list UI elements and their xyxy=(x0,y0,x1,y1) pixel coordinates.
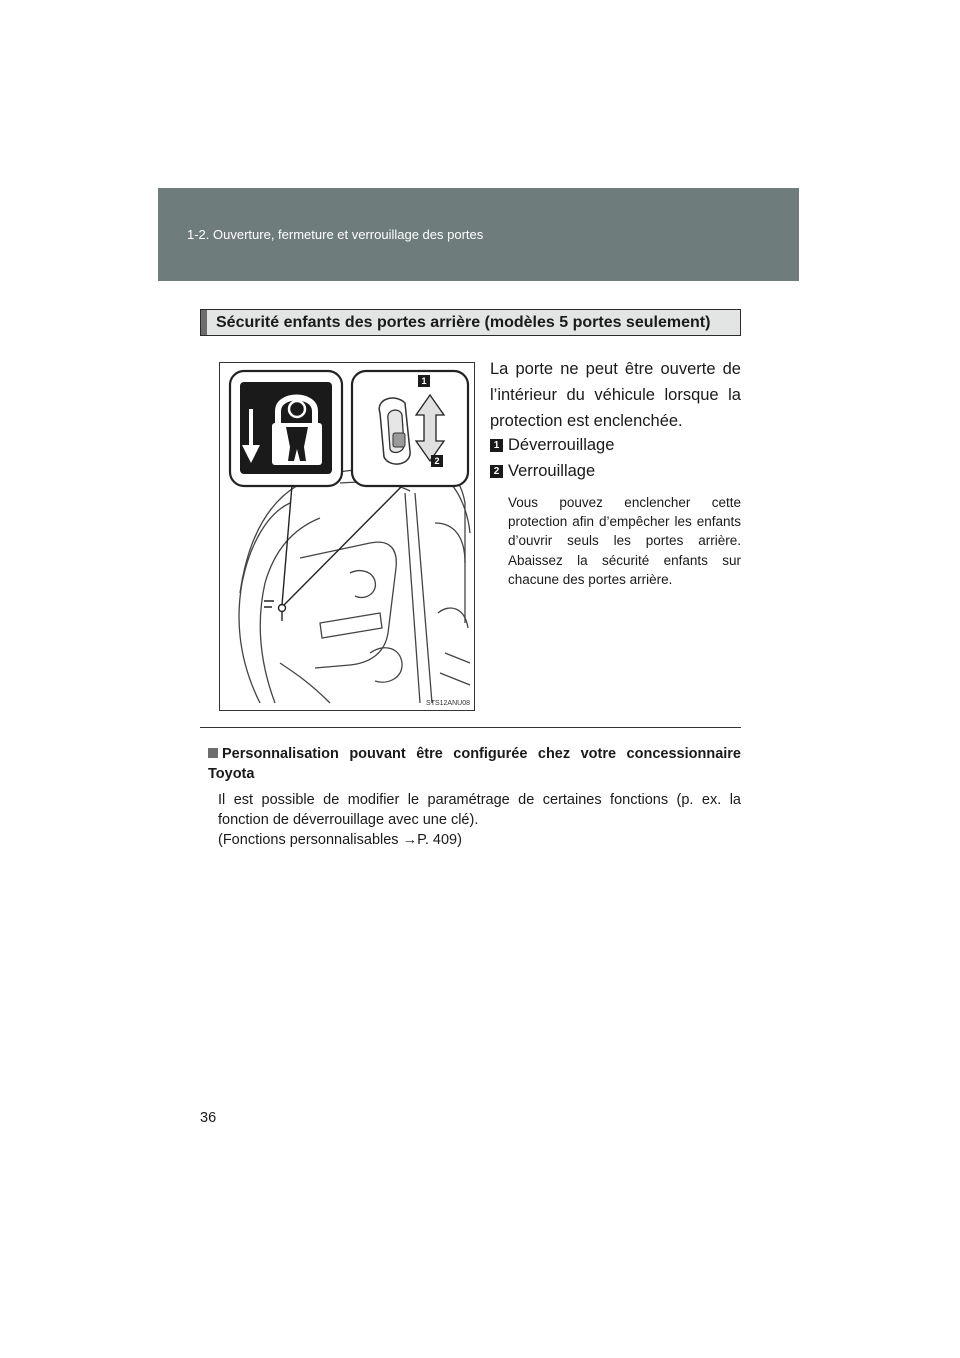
info-body-crossref: (Fonctions personnalisables →P. 409) xyxy=(218,832,462,848)
callout-2-label: 2 xyxy=(434,456,440,466)
step-label: Verrouillage xyxy=(508,462,596,480)
step-number-badge: 1 xyxy=(490,439,503,452)
info-body-line: Il est possible de modifier le paramétrage de certaines fonctions (p. ex. la fonction de déverrouillage avec une clé). xyxy=(218,792,741,828)
chapter-title: 1-2. Ouverture, fermeture et verrouillage des portes xyxy=(187,227,484,242)
section-heading xyxy=(200,309,741,336)
bullet-square-icon xyxy=(208,748,218,758)
info-title xyxy=(208,744,741,784)
door-interior-drawing xyxy=(220,363,475,711)
step-number-badge: 2 xyxy=(490,465,503,478)
callout-1-label: 1 xyxy=(421,376,427,386)
child-lock-illustration xyxy=(219,362,475,711)
step-unlock xyxy=(490,436,614,455)
illustration-code: STS12ANU08 xyxy=(426,700,470,707)
note-paragraph: Vous pouvez enclencher cette protection afin d’empêcher les enfants d’ouvrir seuls les portes arrière. Abaissez la sécurité enfants sur chacune des portes arrière. xyxy=(508,495,741,587)
section-heading-text: Sécurité enfants des portes arrière (modèles 5 portes seulement) xyxy=(216,314,711,331)
info-title-text: Personnalisation pouvant être configurée chez votre concessionnaire Toyota xyxy=(208,746,741,782)
step-label: Déverrouillage xyxy=(508,436,615,454)
step-lock xyxy=(490,462,595,481)
heading-accent-bar xyxy=(201,310,207,335)
lock-lever-detail-frame xyxy=(352,371,468,486)
page-number: 36 xyxy=(200,1110,217,1126)
intro-paragraph: La porte ne peut être ouverte de l’intérieur du véhicule lorsque la protection est enclenchée. xyxy=(490,360,741,430)
info-body xyxy=(218,790,741,850)
section-divider xyxy=(200,727,741,728)
